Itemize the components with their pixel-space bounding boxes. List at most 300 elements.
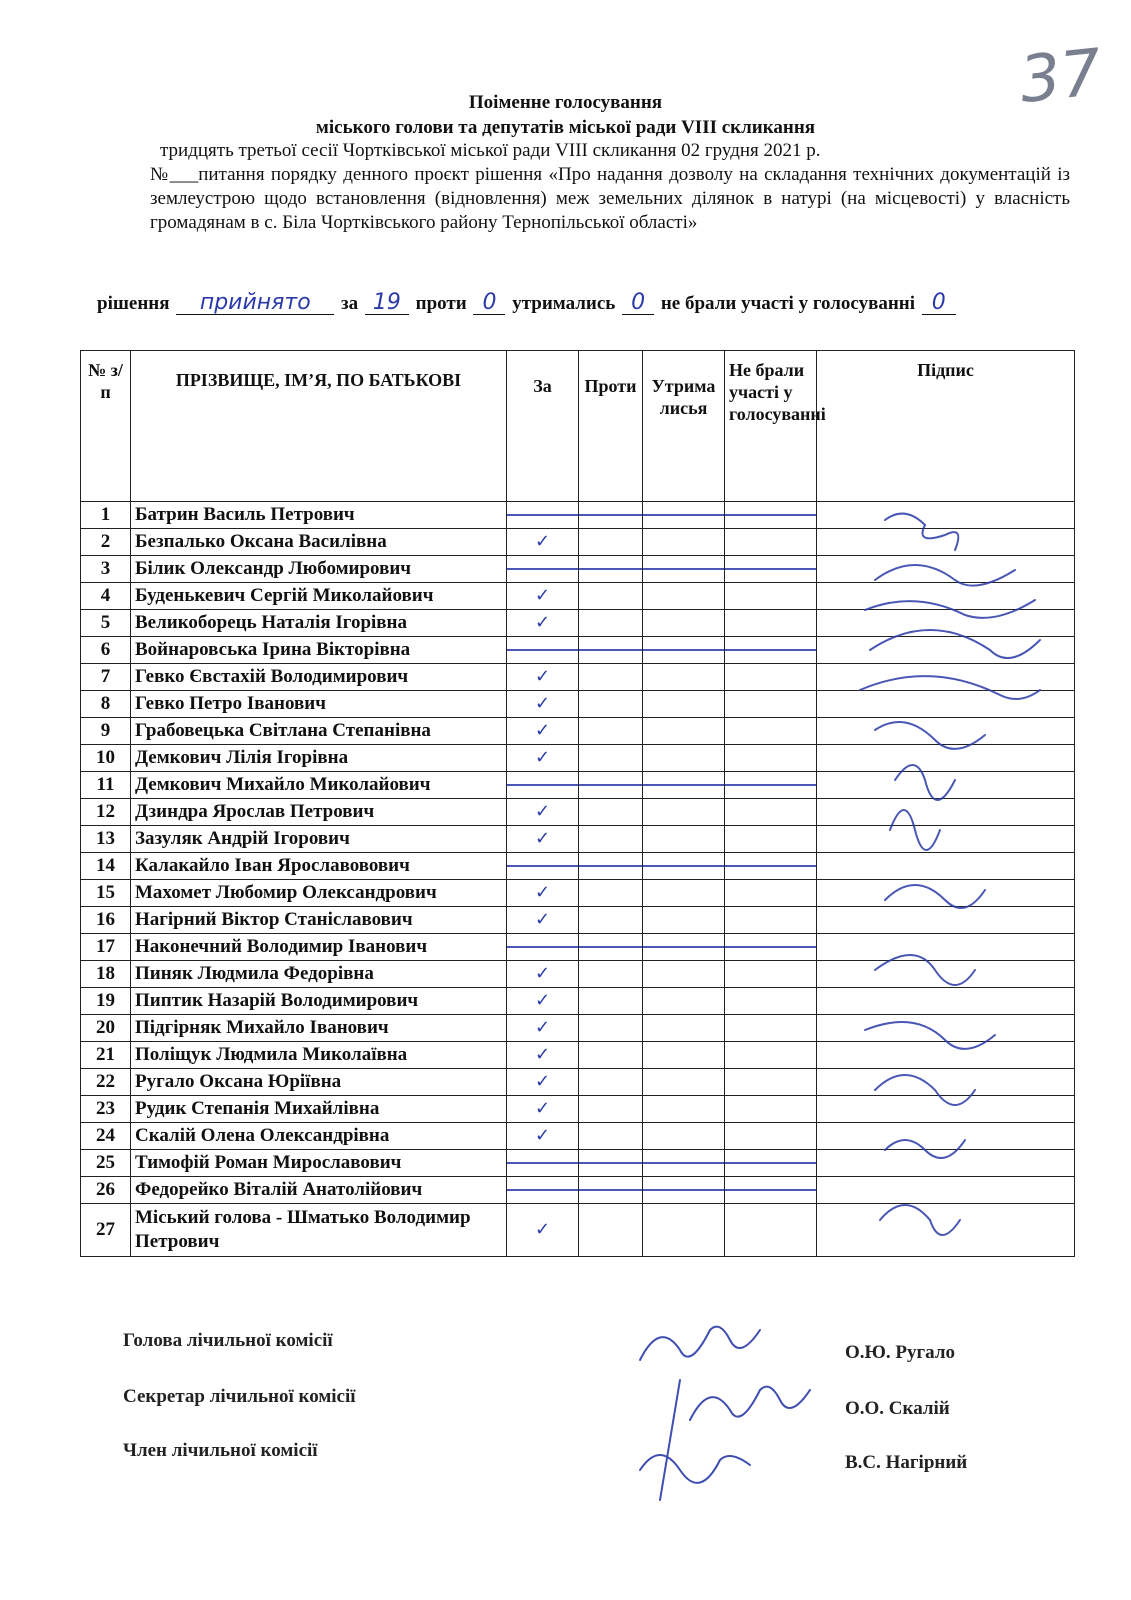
dash-line <box>579 1162 642 1164</box>
vote-not-participated-cell <box>725 718 817 745</box>
row-number: 6 <box>81 637 131 664</box>
vote-for-cell <box>507 502 579 529</box>
dash-line <box>643 1189 724 1191</box>
vote-for-cell <box>507 826 579 853</box>
dash-line <box>643 784 724 786</box>
vote-for-cell <box>507 1123 579 1150</box>
table-row <box>81 1042 1075 1069</box>
dash-line <box>579 865 642 867</box>
deputy-name: Демкович Михайло Миколайович <box>131 772 507 799</box>
vote-abstained-cell <box>643 529 725 556</box>
deputy-name: Буденькевич Сергій Миколайович <box>131 583 507 610</box>
table-row <box>81 799 1075 826</box>
vote-not-participated-cell <box>725 745 817 772</box>
signature-cell <box>817 934 1075 961</box>
vote-table <box>80 350 1075 1257</box>
table-row <box>81 718 1075 745</box>
vote-for-cell <box>507 1015 579 1042</box>
against-value: 0 <box>473 292 505 315</box>
check-mark-icon: ✓ <box>534 963 551 984</box>
header-name: ПРІЗВИЩЕ, ІМ’Я, ПО БАТЬКОВІ <box>131 351 507 502</box>
vote-abstained-cell <box>643 1123 725 1150</box>
signature-cell <box>817 1123 1075 1150</box>
table-row <box>81 502 1075 529</box>
vote-for-cell <box>507 988 579 1015</box>
vote-against-cell <box>579 1015 643 1042</box>
table-row <box>81 934 1075 961</box>
document-subtitle: міського голови та депутатів міської ради VIII скликання <box>315 117 816 138</box>
row-number: 4 <box>81 583 131 610</box>
deputy-name: Махомет Любомир Олександрович <box>131 880 507 907</box>
vote-not-participated-cell <box>725 853 817 880</box>
header-signature: Підпис <box>817 351 1075 502</box>
vote-against-cell <box>579 826 643 853</box>
vote-against-cell <box>579 610 643 637</box>
signature-cell <box>817 826 1075 853</box>
vote-for-cell <box>507 718 579 745</box>
vote-against-cell <box>579 772 643 799</box>
dash-line <box>725 514 816 516</box>
vote-for-cell <box>507 1096 579 1123</box>
page-number: 37 <box>1016 35 1106 119</box>
check-mark-icon: ✓ <box>534 882 551 903</box>
vote-abstained-cell <box>643 745 725 772</box>
row-number: 15 <box>81 880 131 907</box>
signature-cell <box>817 718 1075 745</box>
vote-not-participated-cell <box>725 1069 817 1096</box>
check-mark-icon: ✓ <box>534 1071 551 1092</box>
vote-abstained-cell <box>643 1177 725 1204</box>
check-mark-icon: ✓ <box>534 720 551 741</box>
check-mark-icon: ✓ <box>534 828 551 849</box>
member-name: В.С. Нагірний <box>845 1452 968 1473</box>
row-number: 17 <box>81 934 131 961</box>
dash-line <box>507 946 578 948</box>
header-for: За <box>507 351 579 502</box>
row-number: 1 <box>81 502 131 529</box>
deputy-name: Калакайло Іван Ярославовович <box>131 853 507 880</box>
signature-cell <box>817 556 1075 583</box>
check-mark-icon: ✓ <box>534 1098 551 1119</box>
vote-against-cell <box>579 907 643 934</box>
vote-abstained-cell <box>643 988 725 1015</box>
check-mark-icon: ✓ <box>534 909 551 930</box>
row-number: 12 <box>81 799 131 826</box>
signature-cell <box>817 988 1075 1015</box>
deputy-name: Ругало Оксана Юріївна <box>131 1069 507 1096</box>
vote-abstained-cell <box>643 583 725 610</box>
table-row <box>81 1204 1075 1257</box>
row-number: 7 <box>81 664 131 691</box>
vote-not-participated-cell <box>725 988 817 1015</box>
signature-cell <box>817 1096 1075 1123</box>
vote-for-cell <box>507 610 579 637</box>
vote-against-cell <box>579 1096 643 1123</box>
vote-not-participated-cell <box>725 826 817 853</box>
vote-not-participated-cell <box>725 610 817 637</box>
vote-abstained-cell <box>643 637 725 664</box>
deputy-name: Войнаровська Ірина Вікторівна <box>131 637 507 664</box>
vote-for-cell <box>507 772 579 799</box>
table-row <box>81 1096 1075 1123</box>
signature-cell <box>817 961 1075 988</box>
vote-abstained-cell <box>643 772 725 799</box>
signature-cell <box>817 610 1075 637</box>
signature-cell <box>817 907 1075 934</box>
row-number: 23 <box>81 1096 131 1123</box>
table-row <box>81 691 1075 718</box>
vote-for-cell <box>507 637 579 664</box>
vote-against-cell <box>579 934 643 961</box>
vote-for-cell <box>507 934 579 961</box>
dash-line <box>507 784 578 786</box>
table-row <box>81 529 1075 556</box>
table-header-row <box>81 351 1075 502</box>
deputy-name: Батрин Василь Петрович <box>131 502 507 529</box>
vote-not-participated-cell <box>725 583 817 610</box>
dash-line <box>725 1162 816 1164</box>
signature-cell <box>817 1042 1075 1069</box>
deputy-name: Рудик Степанія Михайлівна <box>131 1096 507 1123</box>
session-info: тридцять третьої сесії Чортківської міської ради VIII скликання 02 грудня 2021 р. <box>160 140 821 161</box>
signature-cell <box>817 502 1075 529</box>
document-title: Поіменне голосування <box>468 92 663 113</box>
row-number: 25 <box>81 1150 131 1177</box>
row-number: 27 <box>81 1204 131 1257</box>
dash-line <box>725 568 816 570</box>
header-not-participated: Не брали участі у голосуванні <box>725 351 817 502</box>
dash-line <box>579 514 642 516</box>
vote-abstained-cell <box>643 1042 725 1069</box>
vote-for-cell <box>507 961 579 988</box>
dash-line <box>643 514 724 516</box>
row-number: 11 <box>81 772 131 799</box>
signature-cell <box>817 583 1075 610</box>
vote-not-participated-cell <box>725 934 817 961</box>
vote-not-participated-cell <box>725 1042 817 1069</box>
dash-line <box>507 1162 578 1164</box>
signature-cell <box>817 853 1075 880</box>
dash-line <box>579 784 642 786</box>
row-number: 22 <box>81 1069 131 1096</box>
table-row <box>81 745 1075 772</box>
vote-abstained-cell <box>643 556 725 583</box>
row-number: 19 <box>81 988 131 1015</box>
decision-value: прийнято <box>176 292 334 315</box>
vote-for-cell <box>507 529 579 556</box>
header-against: Проти <box>579 351 643 502</box>
vote-for-cell <box>507 1177 579 1204</box>
vote-for-cell <box>507 907 579 934</box>
row-number: 18 <box>81 961 131 988</box>
deputy-name: Федорейко Віталій Анатолійович <box>131 1177 507 1204</box>
table-row <box>81 772 1075 799</box>
dash-line <box>579 1189 642 1191</box>
for-value: 19 <box>365 292 409 315</box>
deputy-name: Нагірний Віктор Станіславович <box>131 907 507 934</box>
table-row <box>81 1177 1075 1204</box>
row-number: 24 <box>81 1123 131 1150</box>
signature-cell <box>817 1204 1075 1257</box>
vote-for-cell <box>507 745 579 772</box>
vote-against-cell <box>579 1123 643 1150</box>
check-mark-icon: ✓ <box>534 585 551 606</box>
vote-against-cell <box>579 529 643 556</box>
vote-against-cell <box>579 1150 643 1177</box>
against-label: проти <box>415 293 467 314</box>
deputy-name: Тимофій Роман Мирославович <box>131 1150 507 1177</box>
header-num: № з/п <box>81 351 131 502</box>
vote-against-cell <box>579 880 643 907</box>
row-number: 5 <box>81 610 131 637</box>
vote-for-cell <box>507 880 579 907</box>
vote-not-participated-cell <box>725 880 817 907</box>
vote-abstained-cell <box>643 961 725 988</box>
deputy-name: Демкович Лілія Ігорівна <box>131 745 507 772</box>
vote-not-participated-cell <box>725 1123 817 1150</box>
vote-abstained-cell <box>643 664 725 691</box>
deputy-name: Грабовецька Світлана Степанівна <box>131 718 507 745</box>
table-row <box>81 1150 1075 1177</box>
table-row <box>81 583 1075 610</box>
vote-against-cell <box>579 745 643 772</box>
vote-against-cell <box>579 961 643 988</box>
deputy-name: Дзиндра Ярослав Петрович <box>131 799 507 826</box>
row-number: 2 <box>81 529 131 556</box>
vote-not-participated-cell <box>725 1204 817 1257</box>
table-row <box>81 637 1075 664</box>
dash-line <box>507 1189 578 1191</box>
deputy-name: Скалій Олена Олександрівна <box>131 1123 507 1150</box>
vote-not-participated-cell <box>725 907 817 934</box>
dash-line <box>507 865 578 867</box>
table-row <box>81 664 1075 691</box>
vote-abstained-cell <box>643 1096 725 1123</box>
vote-against-cell <box>579 637 643 664</box>
row-number: 10 <box>81 745 131 772</box>
signature-cell <box>817 799 1075 826</box>
vote-against-cell <box>579 691 643 718</box>
dash-line <box>579 946 642 948</box>
vote-not-participated-cell <box>725 1177 817 1204</box>
vote-against-cell <box>579 718 643 745</box>
table-row <box>81 826 1075 853</box>
agenda-item: №___питання порядку денного проєкт рішення «Про надання дозволу на складання технічних документацій із землеустрою щодо встановлення (відновлення) меж земельних ділянок в натурі (на місцевості) у власність громадянам в с. Біла Чортківського району Тернопільської області» <box>150 164 1070 233</box>
table-row <box>81 610 1075 637</box>
table-row <box>81 1069 1075 1096</box>
vote-for-cell <box>507 1042 579 1069</box>
table-row <box>81 1123 1075 1150</box>
dash-line <box>725 946 816 948</box>
vote-abstained-cell <box>643 880 725 907</box>
check-mark-icon: ✓ <box>534 801 551 822</box>
chair-label: Голова лічильної комісії <box>123 1330 333 1351</box>
row-number: 26 <box>81 1177 131 1204</box>
table-row <box>81 853 1075 880</box>
row-number: 8 <box>81 691 131 718</box>
signature-cell <box>817 745 1075 772</box>
check-mark-icon: ✓ <box>534 1044 551 1065</box>
commission-signatures <box>630 1300 830 1530</box>
dash-line <box>507 568 578 570</box>
deputy-name: Підгірняк Михайло Іванович <box>131 1015 507 1042</box>
table-row <box>81 961 1075 988</box>
signature-cell <box>817 529 1075 556</box>
vote-for-cell <box>507 1204 579 1257</box>
dash-line <box>643 1162 724 1164</box>
vote-against-cell <box>579 853 643 880</box>
dash-line <box>643 946 724 948</box>
vote-against-cell <box>579 583 643 610</box>
deputy-name: Міський голова - Шматько Володимир Петрович <box>131 1204 507 1257</box>
vote-abstained-cell <box>643 1150 725 1177</box>
abstained-label: утримались <box>512 293 616 314</box>
for-label: за <box>341 293 359 314</box>
vote-not-participated-cell <box>725 961 817 988</box>
not-participated-label: не брали участі у голосуванні <box>660 293 916 314</box>
deputy-name: Пиняк Людмила Федорівна <box>131 961 507 988</box>
signature-cell <box>817 880 1075 907</box>
deputy-name: Зазуляк Андрій Ігорович <box>131 826 507 853</box>
vote-against-cell <box>579 664 643 691</box>
vote-not-participated-cell <box>725 1150 817 1177</box>
signature-cell <box>817 1177 1075 1204</box>
vote-not-participated-cell <box>725 799 817 826</box>
vote-against-cell <box>579 1042 643 1069</box>
signature-cell <box>817 1150 1075 1177</box>
vote-for-cell <box>507 1069 579 1096</box>
vote-against-cell <box>579 556 643 583</box>
table-row <box>81 556 1075 583</box>
vote-not-participated-cell <box>725 1096 817 1123</box>
deputy-name: Наконечний Володимир Іванович <box>131 934 507 961</box>
dash-line <box>725 865 816 867</box>
vote-abstained-cell <box>643 907 725 934</box>
chair-name: О.Ю. Ругало <box>845 1342 955 1363</box>
dash-line <box>725 1189 816 1191</box>
table-row <box>81 880 1075 907</box>
vote-for-cell <box>507 691 579 718</box>
vote-not-participated-cell <box>725 529 817 556</box>
signature-cell <box>817 664 1075 691</box>
table-row <box>81 907 1075 934</box>
vote-abstained-cell <box>643 691 725 718</box>
dash-line <box>579 649 642 651</box>
deputy-name: Гевко Євстахій Володимирович <box>131 664 507 691</box>
vote-results <box>97 292 958 315</box>
vote-not-participated-cell <box>725 691 817 718</box>
secretary-name: О.О. Скалій <box>845 1398 950 1419</box>
secretary-label: Секретар лічильної комісії <box>123 1386 356 1407</box>
vote-for-cell <box>507 664 579 691</box>
dash-line <box>643 649 724 651</box>
vote-against-cell <box>579 1069 643 1096</box>
row-number: 13 <box>81 826 131 853</box>
not-participated-value: 0 <box>922 292 956 315</box>
vote-against-cell <box>579 799 643 826</box>
deputy-name: Безпалько Оксана Василівна <box>131 529 507 556</box>
vote-not-participated-cell <box>725 556 817 583</box>
vote-abstained-cell <box>643 934 725 961</box>
vote-abstained-cell <box>643 610 725 637</box>
check-mark-icon: ✓ <box>534 693 551 714</box>
table-row <box>81 988 1075 1015</box>
header-abstained: Утрималисья <box>643 351 725 502</box>
vote-not-participated-cell <box>725 772 817 799</box>
signature-cell <box>817 691 1075 718</box>
vote-against-cell <box>579 988 643 1015</box>
signature-cell <box>817 637 1075 664</box>
check-mark-icon: ✓ <box>534 747 551 768</box>
check-mark-icon: ✓ <box>534 531 551 552</box>
vote-not-participated-cell <box>725 637 817 664</box>
vote-not-participated-cell <box>725 664 817 691</box>
row-number: 14 <box>81 853 131 880</box>
deputy-name: Великоборець Наталія Ігорівна <box>131 610 507 637</box>
dash-line <box>507 514 578 516</box>
deputy-name: Поліщук Людмила Миколаївна <box>131 1042 507 1069</box>
dash-line <box>725 649 816 651</box>
vote-against-cell <box>579 1204 643 1257</box>
vote-against-cell <box>579 1177 643 1204</box>
signature-cell <box>817 1015 1075 1042</box>
deputy-name: Білик Олександр Любомирович <box>131 556 507 583</box>
member-label: Член лічильної комісії <box>123 1440 318 1461</box>
vote-rows <box>81 502 1075 1257</box>
table-row <box>81 1015 1075 1042</box>
vote-not-participated-cell <box>725 502 817 529</box>
vote-abstained-cell <box>643 1015 725 1042</box>
check-mark-icon: ✓ <box>534 990 551 1011</box>
vote-for-cell <box>507 583 579 610</box>
dash-line <box>643 568 724 570</box>
vote-for-cell <box>507 853 579 880</box>
vote-abstained-cell <box>643 799 725 826</box>
vote-abstained-cell <box>643 502 725 529</box>
vote-abstained-cell <box>643 853 725 880</box>
check-mark-icon: ✓ <box>534 612 551 633</box>
dash-line <box>579 568 642 570</box>
signature-cell <box>817 772 1075 799</box>
vote-against-cell <box>579 502 643 529</box>
check-mark-icon: ✓ <box>534 1219 551 1240</box>
row-number: 20 <box>81 1015 131 1042</box>
vote-for-cell <box>507 556 579 583</box>
deputy-name: Гевко Петро Іванович <box>131 691 507 718</box>
abstained-value: 0 <box>622 292 654 315</box>
check-mark-icon: ✓ <box>534 1017 551 1038</box>
check-mark-icon: ✓ <box>534 666 551 687</box>
vote-not-participated-cell <box>725 1015 817 1042</box>
check-mark-icon: ✓ <box>534 1125 551 1146</box>
vote-abstained-cell <box>643 1069 725 1096</box>
row-number: 16 <box>81 907 131 934</box>
dash-line <box>725 784 816 786</box>
vote-abstained-cell <box>643 826 725 853</box>
row-number: 9 <box>81 718 131 745</box>
vote-for-cell <box>507 799 579 826</box>
vote-abstained-cell <box>643 718 725 745</box>
vote-abstained-cell <box>643 1204 725 1257</box>
deputy-name: Пиптик Назарій Володимирович <box>131 988 507 1015</box>
signature-cell <box>817 1069 1075 1096</box>
row-number: 21 <box>81 1042 131 1069</box>
dash-line <box>507 649 578 651</box>
decision-label: рішення <box>97 293 170 314</box>
row-number: 3 <box>81 556 131 583</box>
vote-for-cell <box>507 1150 579 1177</box>
dash-line <box>643 865 724 867</box>
